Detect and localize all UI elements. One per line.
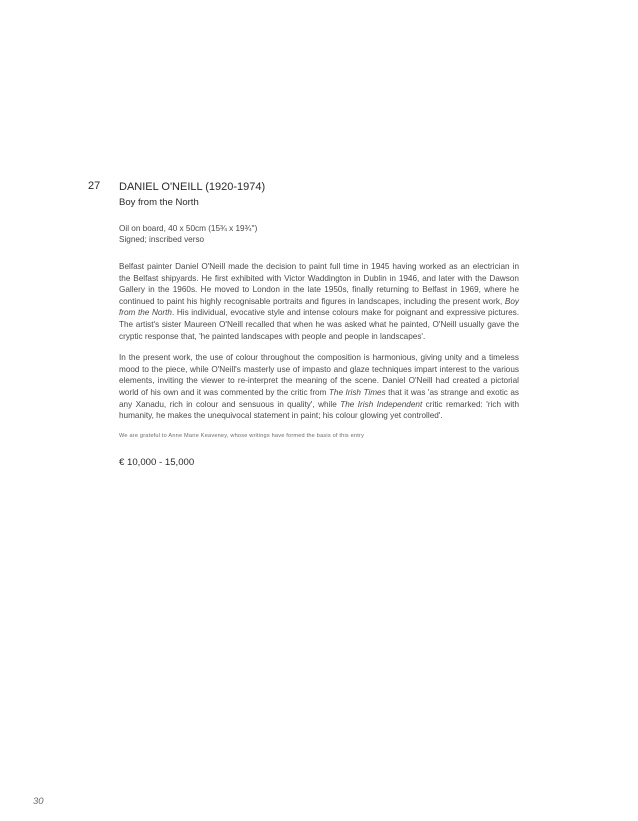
page-number: 30 bbox=[33, 796, 44, 807]
price-estimate: € 10,000 - 15,000 bbox=[119, 456, 195, 468]
essay-paragraph-1 bbox=[119, 261, 519, 342]
medium-dimensions: Oil on board, 40 x 50cm (15¾ x 19¾'') bbox=[119, 224, 258, 233]
essay-p2-text-c: critic remarked: 'rich with humanity, he makes the unequivocal statement in paint; his colour glowing yet controlled'. bbox=[119, 399, 519, 421]
artwork-details bbox=[119, 223, 519, 245]
lot-entry bbox=[119, 180, 519, 469]
essay-p2-text-a: In the present work, the use of colour throughout the composition is harmonious, giving unity and a timeless mood to the piece, while O'Neill's masterly use of impasto and glaze techniques impart interest to the various elements, inviting the viewer to re-interpret the meaning of the scene. Daniel O'Neill had created a pictorial world of his own and it was commented by the critic from bbox=[119, 353, 519, 397]
essay-p2-publication-2: The Irish Independent bbox=[340, 399, 423, 409]
essay-p2-publication-1: The Irish Times bbox=[328, 387, 386, 397]
credit-note: We are grateful to Anne Marie Keaveney, whose writings have formed the basis of this entry bbox=[119, 432, 365, 439]
artist-name: DANIEL O'NEILL (1920-1974) bbox=[119, 181, 266, 193]
essay bbox=[119, 261, 519, 422]
essay-p1-text-b: . His individual, evocative style and intense colours make for poignant and expressive pictures. The artist's sister Maureen O'Neill recalled that when he was asked what he painted, O'Neill usually gave the cryptic response that, 'he painted landscapes with people and people in landscapes'. bbox=[119, 308, 519, 341]
essay-p1-text-a: Belfast painter Daniel O'Neill made the decision to paint full time in 1945 having worked as an electrician in the Belfast shipyards. He first exhibited with Victor Waddington in Dublin in 1946, and later with the Dawson Gallery in the 1960s. He moved to London in the late 1950s, finally returning to Belfast in 1969, where he continued to paint his highly recognisable portraits and figures in landscapes, including the present work, bbox=[119, 262, 519, 306]
artwork-title: Boy from the North bbox=[119, 197, 199, 208]
signature-note: Signed; inscribed verso bbox=[119, 235, 205, 244]
essay-paragraph-2 bbox=[119, 352, 519, 422]
essay-p1-artwork-title: Boy from the North bbox=[119, 296, 519, 318]
essay-p2-text-b: that it was 'as strange and exotic as any Xanadu, rich in colour and sensuous in quality', while bbox=[119, 387, 520, 409]
lot-number: 27 bbox=[88, 180, 101, 192]
